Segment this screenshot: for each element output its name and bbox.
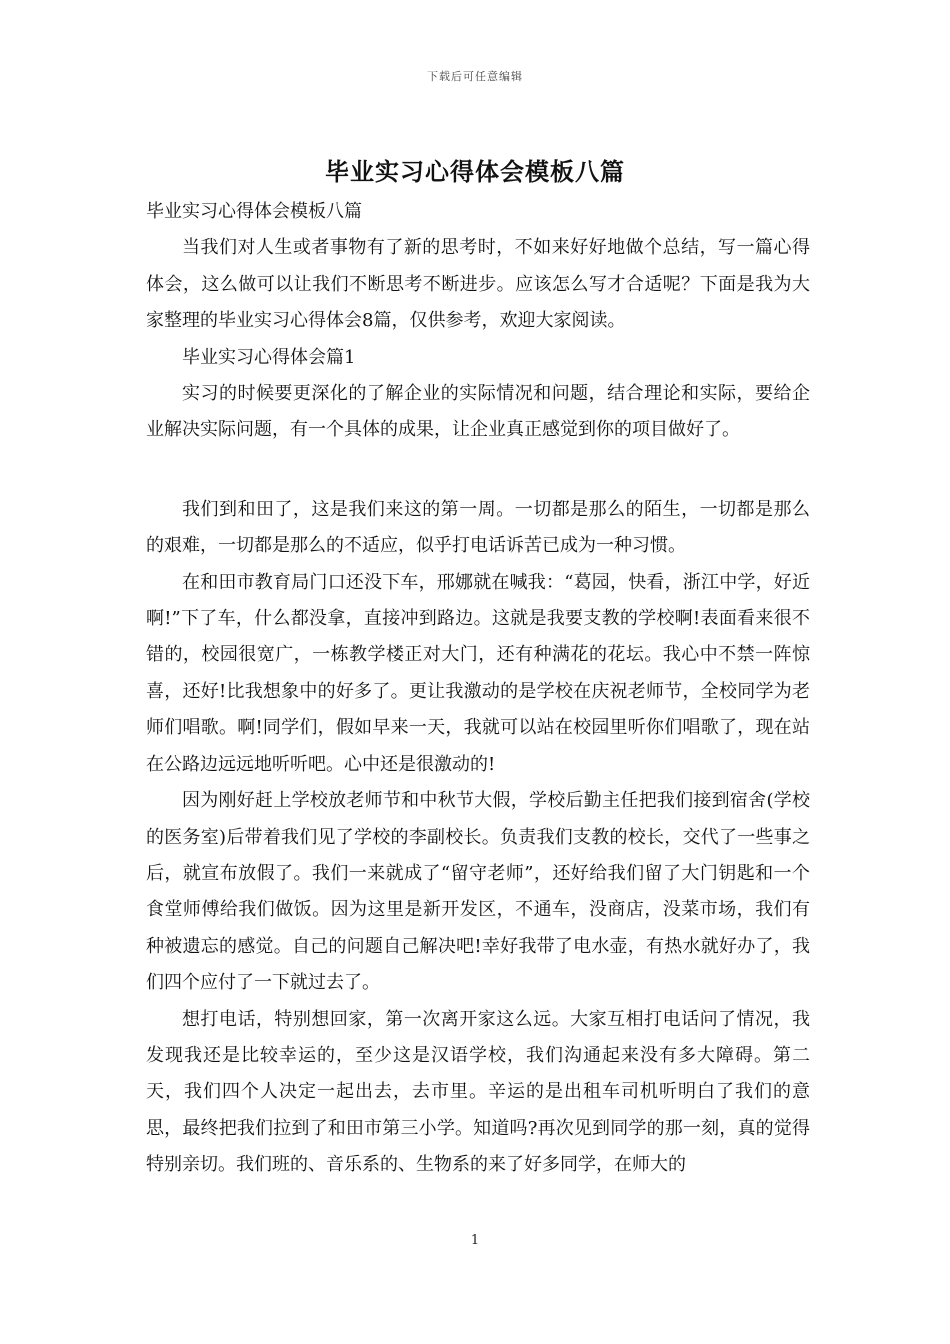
paragraph: 在和田市教育局门口还没下车，邢娜就在喊我：“葛园，快看，浙江中学，好近啊!”下了车，什么都没拿，直接冲到路边。这就是我要支教的学校啊!表面看来很不错的，校园很宽广，一栋教学楼正对大门，还有种满花的花坛。我心中不禁一阵惊喜，还好!比我想象中的好多了。更让我激动的是学校在庆祝老师节，全校同学为老师们唱歌。啊!同学们，假如早来一天，我就可以站在校园里听你们唱歌了，现在站在公路边远远地听听吧。心中还是很激动的!	[146, 571, 810, 775]
document-subtitle: 毕业实习心得体会模板八篇	[146, 201, 362, 222]
paragraph: 想打电话，特别想回家，第一次离开家这么远。大家互相打电话问了情况，我发现我还是比较幸运的，至少这是汉语学校，我们沟通起来没有多大障碍。第二天，我们四个人决定一起出去，去市里。辛运的是出租车司机听明白了我们的意思，最终把我们拉到了和田市第三小学。知道吗?再次见到同学的那一刻，真的觉得特别亲切。我们班的、音乐系的、生物系的来了好多同学，在师大的	[146, 1008, 810, 1176]
paragraph: 实习的时候要更深化的了解企业的实际情况和问题，结合理论和实际，要给企业解决实际问题，有一个具体的成果，让企业真正感觉到你的项目做好了。	[146, 383, 810, 441]
document-title: 毕业实习心得体会模板八篇	[325, 157, 625, 186]
document-body	[146, 194, 810, 1184]
paragraph: 我们到和田了，这是我们来这的第一周。一切都是那么的陌生，一切都是那么的艰难，一切都是那么的不适应，似乎打电话诉苦已成为一种习惯。	[146, 498, 810, 557]
section-heading: 毕业实习心得体会篇1	[182, 346, 356, 368]
paragraph-intro: 当我们对人生或者事物有了新的思考时，不如来好好地做个总结，写一篇心得体会，这么做可以让我们不断思考不断进步。应该怎么写才合适呢？下面是我为大家整理的毕业实习心得体会8篇，仅供参考，欢迎大家阅读。	[146, 237, 810, 332]
paragraph: 因为刚好赶上学校放老师节和中秋节大假，学校后勤主任把我们接到宿舍(学校的医务室)后带着我们见了学校的李副校长。负责我们支教的校长，交代了一些事之后，就宣布放假了。我们一来就成了“留守老师”，还好给我们留了大门钥匙和一个食堂师傅给我们做饭。因为这里是新开发区，不通车，没商店，没菜市场，我们有种被遗忘的感觉。自己的问题自己解决吧!幸好我带了电水壶，有热水就好办了，我们四个应付了一下就过去了。	[146, 790, 810, 994]
page-number: 1	[470, 1233, 480, 1248]
header-note: 下载后可任意编辑	[427, 70, 523, 83]
